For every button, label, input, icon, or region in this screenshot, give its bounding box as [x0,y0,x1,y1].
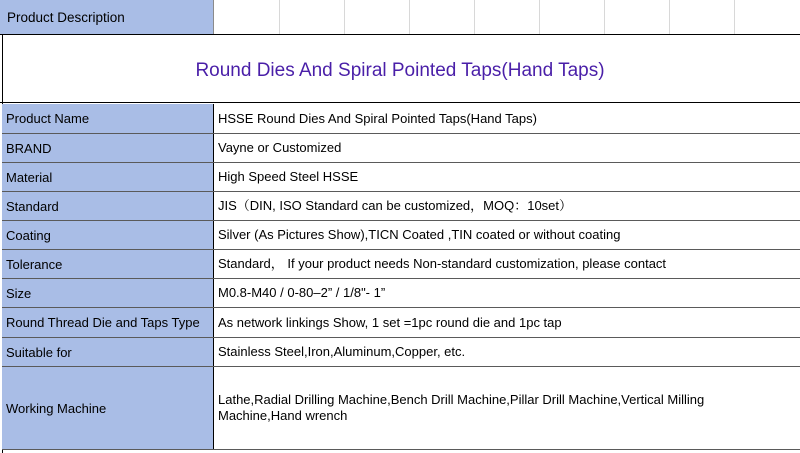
row-value: Lathe,Radial Drilling Machine,Bench Drill Machine,Pillar Drill Machine,Vertical Milling Machine,Hand wrench [218,392,705,423]
row-value-cell[interactable] [218,221,800,249]
table-row-size [2,279,800,308]
row-value: High Speed Steel HSSE [218,169,359,184]
table-row-type [2,308,800,338]
header-label-cell[interactable] [0,0,214,34]
row-value-cell[interactable] [218,338,800,366]
row-label: Round Thread Die and Taps Type [6,315,200,330]
table-row-tolerance [2,250,800,279]
row-value: Stainless Steel,Iron,Aluminum,Copper, etc. [218,344,466,359]
grid-cell[interactable] [474,0,540,34]
table-row-brand [2,134,800,163]
table-row-standard [2,192,800,221]
row-label: Product Name [6,111,90,126]
row-value-cell[interactable] [218,104,800,133]
row-value-cell[interactable] [218,163,800,191]
row-label: Material [6,169,53,185]
table-row-working-machine [2,367,800,450]
row-value: M0.8-M40 / 0-80–2” / 1/8"- 1” [218,285,386,300]
row-label-cell[interactable] [2,134,214,162]
row-value: As network linkings Show, 1 set =1pc round die and 1pc tap [218,314,562,330]
row-label-cell[interactable] [2,338,214,366]
row-label: Standard [6,198,59,214]
row-label-cell[interactable] [2,192,214,220]
row-value: JIS（DIN, ISO Standard can be customized，MOQ：10set） [218,198,573,213]
grid-cell[interactable] [734,0,800,34]
row-value-cell[interactable] [218,192,800,220]
row-value: Vayne or Customized [218,140,342,155]
row-label-cell[interactable] [2,308,214,337]
row-label-cell[interactable] [2,104,214,133]
row-label: Working Machine [6,400,107,416]
table-row-coating [2,221,800,250]
row-label-cell[interactable] [2,163,214,191]
row-label: Coating [6,227,51,243]
title-cell[interactable] [0,35,800,103]
table-row-product-name [2,104,800,134]
table-row-suitable-for [2,338,800,367]
row-label-cell[interactable] [2,221,214,249]
row-label: Suitable for [6,344,72,360]
row-value-cell[interactable] [218,250,800,278]
row-label-cell[interactable] [2,367,214,449]
grid-cell[interactable] [214,0,280,34]
grid-cell[interactable] [279,0,345,34]
row-value: Silver (As Pictures Show),TICN Coated ,TIN coated or without coating [218,227,621,242]
row-label: Tolerance [6,256,63,272]
row-label-cell[interactable] [2,279,214,307]
row-value-cell[interactable] [218,308,800,337]
row-label: Size [6,285,32,301]
row-value-cell[interactable] [218,279,800,307]
header-label-text: Product Description [7,10,125,25]
grid-cell[interactable] [344,0,410,34]
row-value: HSSE Round Dies And Spiral Pointed Taps(Hand Taps) [218,110,537,126]
grid-cell[interactable] [539,0,605,34]
page-title: Round Dies And Spiral Pointed Taps(Hand Taps) [195,60,605,81]
grid-cell[interactable] [604,0,670,34]
row-value-cell[interactable] [218,367,800,449]
grid-cell[interactable] [409,0,475,34]
row-label: BRAND [6,140,52,156]
row-value-cell[interactable] [218,134,800,162]
row-label-cell[interactable] [2,250,214,278]
row-value: Standard， If your product needs Non-standard customization, please contact [218,256,667,271]
grid-cell[interactable] [669,0,735,34]
header-row [0,0,800,35]
table-row-material [2,163,800,192]
